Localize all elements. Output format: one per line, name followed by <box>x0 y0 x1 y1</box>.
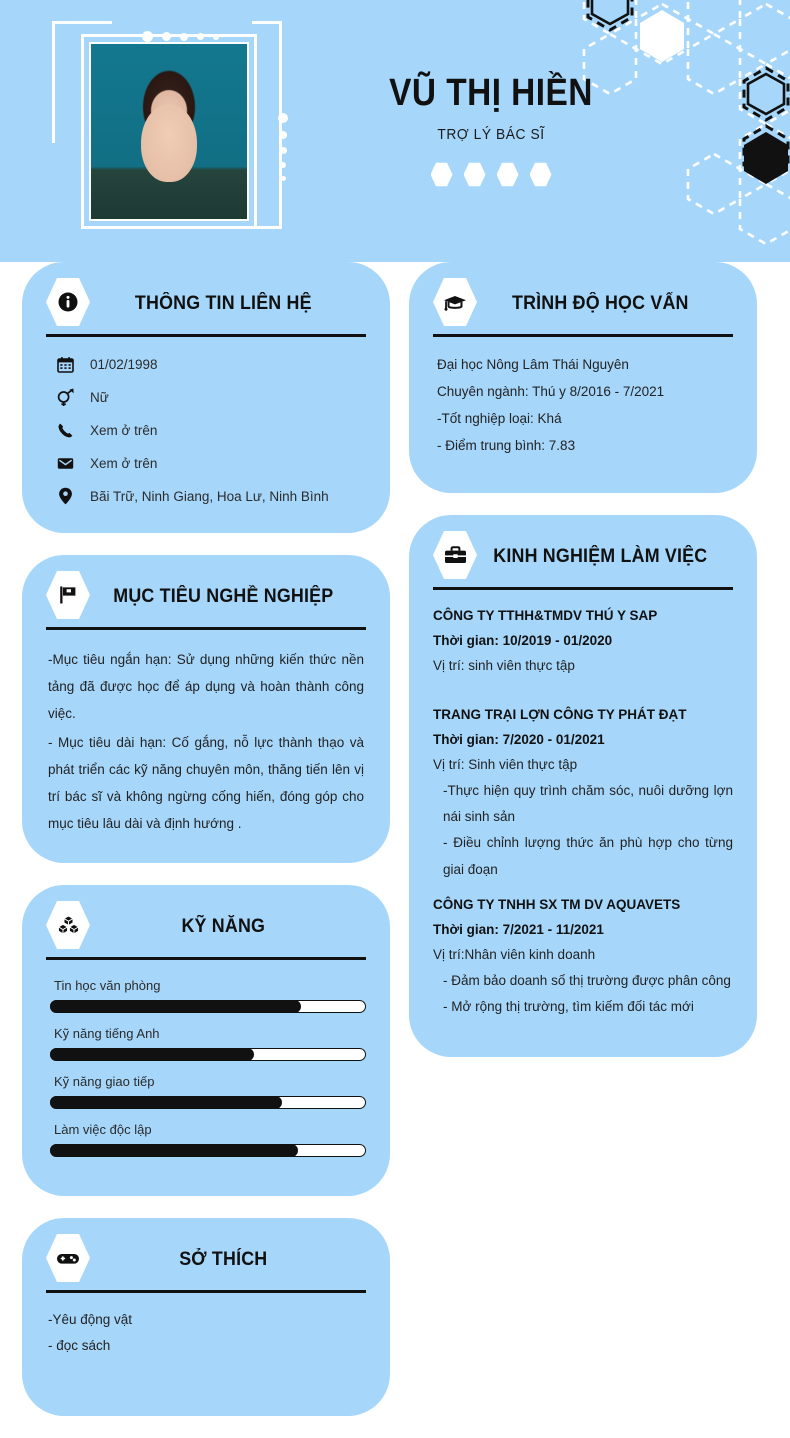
contact-card-header <box>46 280 366 328</box>
education-card-header <box>433 280 733 328</box>
objective-card <box>22 555 390 863</box>
contact-card <box>22 262 390 533</box>
experience-card <box>409 515 757 1057</box>
right-column <box>390 262 790 1438</box>
hexagon-dot <box>431 162 453 187</box>
location-pin-icon <box>56 487 74 505</box>
contact-list <box>46 351 366 507</box>
contact-item-phone[interactable] <box>56 421 366 439</box>
hobbies-card <box>22 1218 390 1416</box>
skill-label: Kỹ năng tiếng Anh <box>54 1026 160 1041</box>
education-card <box>409 262 757 493</box>
experience-item <box>433 604 733 679</box>
envelope-icon <box>56 454 74 472</box>
cubes-icon <box>46 900 90 950</box>
skill-label: Tin học văn phòng <box>54 978 161 993</box>
skill-item <box>50 978 366 1013</box>
skill-progress-bar <box>50 1000 366 1013</box>
job-position: Vị trí: sinh viên thực tập <box>433 657 575 673</box>
hexagon-dot <box>530 162 552 187</box>
skill-progress-fill <box>50 1000 301 1013</box>
objective-title: MỤC TIÊU NGHỀ NGHIỆP <box>113 586 334 607</box>
contact-value: 01/02/1998 <box>90 356 158 372</box>
objective-paragraph: -Mục tiêu ngắn hạn: Sử dụng những kiến thức nền tảng đã được học để áp dụng và hoàn thành công việc. <box>48 652 364 721</box>
skills-card <box>22 885 390 1196</box>
education-line: - Điểm trung bình: 7.83 <box>437 438 576 453</box>
job-bullet: - Mở rộng thị trường, tìm kiếm đối tác mới <box>443 999 694 1015</box>
job-bullet: - Điều chỉnh lượng thức ăn phù hợp cho từng giai đoạn <box>443 835 733 877</box>
skills-card-header <box>46 903 366 951</box>
education-line: Đại học Nông Lâm Thái Nguyên <box>437 357 629 372</box>
calendar-icon <box>56 355 74 373</box>
candidate-role: TRỢ LÝ BÁC SĨ <box>437 126 545 143</box>
skill-progress-fill <box>50 1048 254 1061</box>
cv-body <box>0 262 790 1438</box>
contact-value: Xem ở trên <box>90 422 158 438</box>
hexagon-dots <box>300 162 682 187</box>
skills-list <box>46 974 366 1157</box>
hexagon-dot <box>464 162 486 187</box>
contact-item-email[interactable] <box>56 454 366 472</box>
divider <box>433 587 733 590</box>
skill-item <box>50 1026 366 1061</box>
skill-item <box>50 1074 366 1109</box>
hobbies-title: SỞ THÍCH <box>179 1249 268 1270</box>
skills-title: KỸ NĂNG <box>181 916 266 937</box>
objective-card-header <box>46 573 366 621</box>
phone-icon <box>56 421 74 439</box>
job-position: Vị trí: Sinh viên thực tập <box>433 756 578 772</box>
hexagon-dot <box>497 162 519 187</box>
job-position: Vị trí:Nhân viên kinh doanh <box>433 947 596 962</box>
objective-paragraph: - Mục tiêu dài hạn: Cố gắng, nỗ lực thành thạo và phát triển các kỹ năng chuyên môn, thăng tiến lên vị trí bác sĩ và không ngừng cống hiến, đóng góp cho mục tiêu lâu dài và định hướng . <box>48 735 364 831</box>
divider <box>433 334 733 337</box>
contact-title: THÔNG TIN LIÊN HỆ <box>134 293 312 314</box>
job-time: Thời gian: 10/2019 - 01/2020 <box>433 632 613 648</box>
job-company: CÔNG TY TTHH&TMDV THÚ Y SAP <box>433 608 658 623</box>
job-bullet: - Đảm bảo doanh số thị trường được phân công <box>443 972 731 988</box>
education-line: -Tốt nghiệp loại: Khá <box>437 411 562 426</box>
job-company: CÔNG TY TNHH SX TM DV AQUAVETS <box>433 897 681 913</box>
skill-progress-bar <box>50 1096 366 1109</box>
gender-icon <box>56 388 74 406</box>
job-bullet: -Thực hiện quy trình chăm sóc, nuôi dưỡng lợn nái sinh sản <box>443 782 733 825</box>
job-company: TRANG TRẠI LỢN CÔNG TY PHÁT ĐẠT <box>433 706 687 722</box>
skill-item <box>50 1122 366 1157</box>
job-time: Thời gian: 7/2021 - 11/2021 <box>433 922 604 938</box>
decorative-dots-right <box>278 113 288 181</box>
flag-icon <box>46 570 90 620</box>
spacer <box>433 685 733 703</box>
contact-value: Xem ở trên <box>90 455 158 471</box>
left-column <box>0 262 390 1438</box>
briefcase-icon <box>433 530 477 580</box>
contact-value: Nữ <box>90 389 109 405</box>
hobbies-card-header <box>46 1236 366 1284</box>
divider <box>46 957 366 960</box>
photo-border <box>81 34 257 229</box>
education-title: TRÌNH ĐỘ HỌC VẤN <box>511 293 689 314</box>
skill-label: Kỹ năng giao tiếp <box>54 1074 155 1089</box>
info-icon <box>46 277 90 327</box>
name-block <box>300 72 682 187</box>
experience-card-header <box>433 533 733 581</box>
contact-item-birthdate <box>56 355 366 373</box>
experience-title: KINH NGHIỆM LÀM VIỆC <box>493 546 708 567</box>
job-time: Thời gian: 7/2020 - 01/2021 <box>433 731 605 747</box>
skill-label: Làm việc độc lập <box>54 1122 152 1137</box>
candidate-name: VŨ THỊ HIỀN <box>389 72 593 114</box>
skill-progress-fill <box>50 1096 282 1109</box>
skill-progress-bar <box>50 1048 366 1061</box>
photo-frame <box>52 17 282 245</box>
contact-value: Bãi Trữ, Ninh Giang, Hoa Lư, Ninh Bình <box>90 488 329 504</box>
experience-item <box>433 703 733 883</box>
gamepad-icon <box>46 1233 90 1283</box>
hobby-item: -Yêu động vật <box>48 1312 133 1327</box>
skill-progress-fill <box>50 1144 298 1157</box>
skill-progress-bar <box>50 1144 366 1157</box>
education-line: Chuyên ngành: Thú y 8/2016 - 7/2021 <box>437 384 665 399</box>
contact-item-address <box>56 487 366 505</box>
avatar <box>89 42 249 221</box>
divider <box>46 1290 366 1293</box>
divider <box>46 627 366 630</box>
divider <box>46 334 366 337</box>
hobby-item: - đọc sách <box>48 1337 111 1353</box>
graduation-cap-icon <box>433 277 477 327</box>
contact-item-gender <box>56 388 366 406</box>
cv-header <box>0 0 790 262</box>
experience-item <box>433 893 733 1021</box>
